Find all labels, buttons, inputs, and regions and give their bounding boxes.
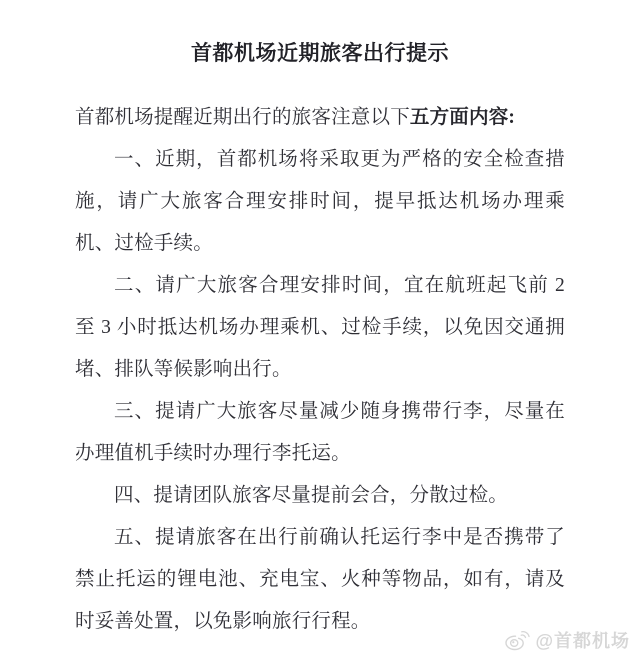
paragraph-4: 四、提请团队旅客尽量提前会合，分散过检。 <box>114 485 509 506</box>
weibo-icon <box>504 629 531 652</box>
document-title: 首都机场近期旅客出行提示 <box>191 41 449 65</box>
intro-paragraph <box>75 97 565 139</box>
paragraph-5: 五、提请旅客在出行前确认托运行李中是否携带了禁止托运的锂电池、充电宝、火种等物品，如有，请及时妥善处置，以免影响旅行行程。 <box>75 527 565 632</box>
intro-bold-text: 五方面内容: <box>409 107 516 128</box>
intro-text: 首都机场提醒近期出行的旅客注意以下 <box>75 107 410 128</box>
watermark <box>504 627 630 653</box>
paragraph-2: 二、请广大旅客合理安排时间，宜在航班起飞前 2 至 3 小时抵达机场办理乘机、过检手续，以免因交通拥堵、排队等候影响出行。 <box>75 275 565 380</box>
watermark-text: @首都机场 <box>535 631 630 651</box>
document-body <box>75 97 565 643</box>
paragraph-1: 一、近期，首都机场将采取更为严格的安全检查措施，请广大旅客合理安排时间，提早抵达机场办理乘机、过检手续。 <box>75 149 565 254</box>
paragraph-3: 三、提请广大旅客尽量减少随身携带行李，尽量在办理值机手续时办理行李托运。 <box>75 401 565 464</box>
